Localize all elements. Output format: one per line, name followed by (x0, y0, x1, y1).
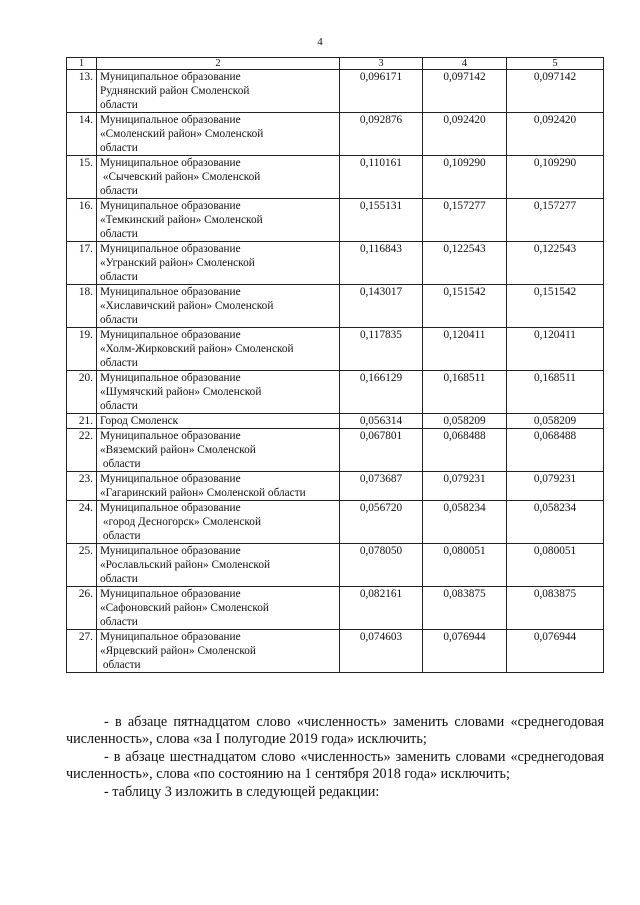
column-header: 3 (340, 58, 423, 70)
municipality-name-line: «Темкинский район» Смоленской (100, 214, 263, 226)
municipality-name-line: «город Десногорск» Смоленской (100, 516, 261, 528)
municipality-name (97, 328, 340, 371)
allocation-table (66, 57, 604, 673)
value-col-5: 0,058234 (507, 501, 604, 544)
municipality-name-line: «Вяземский район» Смоленской (100, 444, 256, 456)
municipality-name-line: области (100, 530, 141, 542)
municipality-name-line: области (100, 314, 138, 326)
value-col-5: 0,120411 (507, 328, 604, 371)
municipality-name-line: области (100, 357, 138, 369)
municipality-name-line: Муниципальное образование (100, 114, 241, 126)
table-row (67, 587, 604, 630)
value-col-3: 0,155131 (340, 199, 423, 242)
table-row (67, 429, 604, 472)
municipality-name-line: области (100, 142, 138, 154)
municipality-name (97, 501, 340, 544)
table-row (67, 285, 604, 328)
value-col-4: 0,080051 (423, 544, 507, 587)
municipality-name (97, 113, 340, 156)
value-col-4: 0,122543 (423, 242, 507, 285)
value-col-5: 0,151542 (507, 285, 604, 328)
value-col-4: 0,092420 (423, 113, 507, 156)
value-col-4: 0,109290 (423, 156, 507, 199)
municipality-name-line: Муниципальное образование (100, 243, 241, 255)
value-col-3: 0,096171 (340, 70, 423, 113)
municipality-name (97, 472, 340, 501)
value-col-3: 0,056720 (340, 501, 423, 544)
municipality-name-line: Муниципальное образование (100, 588, 241, 600)
value-col-5: 0,076944 (507, 630, 604, 673)
municipality-name-line: Муниципальное образование (100, 545, 241, 557)
municipality-name (97, 285, 340, 328)
row-number: 13. (67, 70, 97, 113)
municipality-name-line: Муниципальное образование (100, 502, 241, 514)
municipality-name-line: «Смоленский район» Смоленской (100, 128, 264, 140)
municipality-name-line: «Шумячский район» Смоленской (100, 386, 262, 398)
table-header-row (67, 58, 604, 70)
municipality-name-line: «Сафоновский район» Смоленской (100, 602, 269, 614)
value-col-4: 0,097142 (423, 70, 507, 113)
municipality-name-line: Муниципальное образование (100, 200, 241, 212)
page-number: 4 (317, 36, 323, 48)
value-col-4: 0,068488 (423, 429, 507, 472)
value-col-5: 0,097142 (507, 70, 604, 113)
column-header: 1 (67, 58, 97, 70)
municipality-name (97, 587, 340, 630)
value-col-3: 0,166129 (340, 371, 423, 414)
municipality-name-line: области (100, 573, 138, 585)
table-row (67, 242, 604, 285)
table-row (67, 501, 604, 544)
table-row (67, 70, 604, 113)
municipality-name-line: «Угранский район» Смоленской (100, 257, 255, 269)
value-col-5: 0,068488 (507, 429, 604, 472)
municipality-name (97, 414, 340, 429)
municipality-name-line: Муниципальное образование (100, 329, 241, 341)
value-col-4: 0,083875 (423, 587, 507, 630)
municipality-name-line: области (100, 99, 138, 111)
value-col-3: 0,082161 (340, 587, 423, 630)
value-col-4: 0,168511 (423, 371, 507, 414)
row-number: 19. (67, 328, 97, 371)
value-col-4: 0,076944 (423, 630, 507, 673)
municipality-name (97, 70, 340, 113)
municipality-name-line: «Хиславичский район» Смоленской (100, 300, 274, 312)
municipality-name-line: Муниципальное образование (100, 157, 241, 169)
municipality-name-line: «Рославльский район» Смоленской (100, 559, 271, 571)
value-col-5: 0,079231 (507, 472, 604, 501)
value-col-5: 0,058209 (507, 414, 604, 429)
column-header: 5 (507, 58, 604, 70)
value-col-3: 0,110161 (340, 156, 423, 199)
value-col-4: 0,120411 (423, 328, 507, 371)
value-col-3: 0,117835 (340, 328, 423, 371)
municipality-name-line: Муниципальное образование (100, 430, 241, 442)
row-number: 25. (67, 544, 97, 587)
table-row (67, 113, 604, 156)
table-row (67, 371, 604, 414)
paragraph-amendment-15: - в абзаце пятнадцатом слово «численность» заменить словами «среднегодовая численность», слова «за I полугодие 2019 года» исключить; (66, 714, 604, 747)
table-row (67, 414, 604, 429)
value-col-5: 0,092420 (507, 113, 604, 156)
municipality-name-line: области (100, 616, 138, 628)
table-row (67, 472, 604, 501)
municipality-name-line: области (100, 458, 141, 470)
municipality-name-line: области (100, 228, 138, 240)
municipality-name-line: области (100, 271, 138, 283)
table-row (67, 156, 604, 199)
value-col-3: 0,056314 (340, 414, 423, 429)
value-col-5: 0,109290 (507, 156, 604, 199)
row-number: 17. (67, 242, 97, 285)
value-col-4: 0,157277 (423, 199, 507, 242)
municipality-name-line: «Гагаринский район» Смоленской области (100, 487, 306, 499)
municipality-name-line: «Ярцевский район» Смоленской (100, 645, 256, 657)
municipality-name (97, 156, 340, 199)
municipality-name-line: Муниципальное образование (100, 372, 241, 384)
row-number: 24. (67, 501, 97, 544)
value-col-3: 0,074603 (340, 630, 423, 673)
value-col-4: 0,151542 (423, 285, 507, 328)
row-number: 22. (67, 429, 97, 472)
value-col-3: 0,092876 (340, 113, 423, 156)
value-col-5: 0,157277 (507, 199, 604, 242)
value-col-3: 0,073687 (340, 472, 423, 501)
row-number: 20. (67, 371, 97, 414)
municipality-name (97, 429, 340, 472)
row-number: 26. (67, 587, 97, 630)
municipality-name-line: области (100, 400, 138, 412)
municipality-name-line: Муниципальное образование (100, 473, 241, 485)
value-col-3: 0,067801 (340, 429, 423, 472)
value-col-3: 0,078050 (340, 544, 423, 587)
municipality-name-line: Город Смоленск (100, 415, 179, 427)
municipality-name-line: «Сычевский район» Смоленской (100, 171, 261, 183)
value-col-5: 0,168511 (507, 371, 604, 414)
row-number: 16. (67, 199, 97, 242)
municipality-name-line: Муниципальное образование (100, 286, 241, 298)
column-header: 4 (423, 58, 507, 70)
row-number: 14. (67, 113, 97, 156)
municipality-name (97, 242, 340, 285)
value-col-5: 0,122543 (507, 242, 604, 285)
row-number: 15. (67, 156, 97, 199)
value-col-3: 0,116843 (340, 242, 423, 285)
column-header: 2 (97, 58, 340, 70)
value-col-3: 0,143017 (340, 285, 423, 328)
municipality-name-line: области (100, 659, 141, 671)
paragraph-amendment-16: - в абзаце шестнадцатом слово «численность» заменить словами «среднегодовая численность», слова «по состоянию на 1 сентября 2018 года» исключить; (66, 749, 604, 782)
value-col-4: 0,079231 (423, 472, 507, 501)
paragraph-table-3-intro: - таблицу 3 изложить в следующей редакции: (104, 784, 380, 800)
row-number: 21. (67, 414, 97, 429)
municipality-name (97, 630, 340, 673)
municipality-name (97, 199, 340, 242)
municipality-name-line: Муниципальное образование (100, 71, 241, 83)
value-col-5: 0,083875 (507, 587, 604, 630)
row-number: 27. (67, 630, 97, 673)
table-row (67, 199, 604, 242)
table-body (67, 70, 604, 673)
table-row (67, 544, 604, 587)
municipality-name (97, 371, 340, 414)
municipality-name (97, 544, 340, 587)
value-col-5: 0,080051 (507, 544, 604, 587)
municipality-name-line: области (100, 185, 138, 197)
value-col-4: 0,058234 (423, 501, 507, 544)
value-col-4: 0,058209 (423, 414, 507, 429)
row-number: 23. (67, 472, 97, 501)
table-row (67, 630, 604, 673)
table-row (67, 328, 604, 371)
row-number: 18. (67, 285, 97, 328)
amendment-text (66, 714, 604, 802)
municipality-name-line: «Холм-Жирковский район» Смоленской (100, 343, 294, 355)
municipality-name-line: Руднянский район Смоленской (100, 85, 250, 97)
municipality-name-line: Муниципальное образование (100, 631, 241, 643)
